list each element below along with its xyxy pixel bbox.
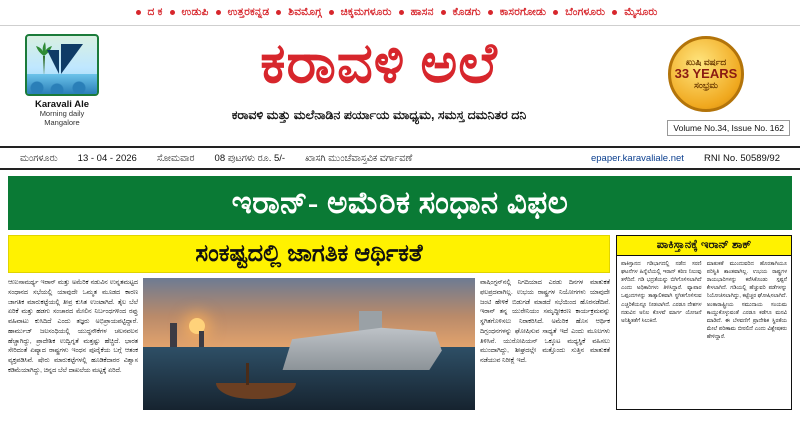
issue-weekday: ಸೋಮವಾರ bbox=[156, 152, 195, 164]
story-text-column-2: ವಾಷಿಂಗ್ಟನ್‌ನಲ್ಲಿ ನಿಗದಿಯಾದ ಎರಡು ದಿನಗಳ ಮಾತುಕತೆ ಫಲಪ್ರದವಾಗಿಲ್ಲ. ಉಭಯ ರಾಷ್ಟ್ರಗಳ ನಿಯೋಗಗಳು ಯಾವುದೇ ಜಂಟಿ ಹೇಳಿಕೆ ಬಿಡುಗಡೆ ಮಾಡದೆ ಸಭೆಯಿಂದ ಹೊರನಡೆದಿವೆ. ಇರಾನ್ ತನ್ನ ಯುರೇನಿಯಂ ಸಮೃದ್ಧೀಕರಣ ಕಾರ್ಯಕ್ರಮವನ್ನು ಸ್ಥಗಿತಗೊಳಿಸಲು ನಿರಾಕರಿಸಿದೆ. ಅಮೆರಿಕ ಹೊಸ ಆರ್ಥಿಕ ದಿಗ್ಬಂಧನಗಳನ್ನು ಘೋಷಿಸುವ ಸಾಧ್ಯತೆ ಇದೆ ಎಂದು ಮೂಲಗಳು ತಿಳಿಸಿವೆ. ಯುರೋಪಿಯನ್ ಒಕ್ಕೂಟ ಮಧ್ಯಸ್ಥಿಕೆ ವಹಿಸಲು ಮುಂದಾಗಿದ್ದು, ಶೀಘ್ರದಲ್ಲೇ ಮತ್ತೊಂದು ಸುತ್ತಿನ ಮಾತುಕತೆ ನಡೆಯುವ ನಿರೀಕ್ಷೆ ಇದೆ. bbox=[480, 279, 610, 364]
badge-block bbox=[642, 30, 792, 140]
title-block bbox=[116, 30, 642, 123]
logo-block bbox=[8, 30, 116, 127]
karavali-ale-logo-icon bbox=[25, 34, 99, 96]
edition-place: ಮಂಗಳೂರು bbox=[20, 152, 58, 164]
epaper-website-link[interactable]: epaper.karavaliale.net bbox=[590, 152, 684, 164]
waves-icon bbox=[27, 74, 97, 94]
city-link-8[interactable]: ಕಾಸರಗೋಡು bbox=[499, 6, 547, 18]
anniversary-years-label: 33 YEARS bbox=[674, 65, 738, 81]
city-link-4[interactable]: ಶಿವಮೊಗ್ಗ bbox=[288, 6, 322, 18]
sidebar-story-title: ಪಾಕಿಸ್ತಾನಕ್ಕೆ ಇರಾನ್ ಶಾಕ್ bbox=[617, 236, 791, 256]
sidebar-story bbox=[616, 235, 792, 410]
sidebar-text-column-2: ಮಾತುಕತೆ ಮುಂದುವರಿದ ಹೊರತಾಗಿಯೂ ಪರಿಸ್ಥಿತಿ ಶಾಂತವಾಗಿಲ್ಲ. ಉಭಯ ರಾಷ್ಟ್ರಗಳ ರಾಯಭಾರಿಗಳನ್ನು ಕರೆಸಿಕೊಂಡು ಸ್ಪಷ್ಟನೆ ಕೇಳಲಾಗಿದೆ. ಗಡಿಯಲ್ಲಿ ಹೆಚ್ಚುವರಿ ಪಡೆಗಳನ್ನು ನಿಯೋಜಿಸಲಾಗಿದ್ದು, ಕಟ್ಟೆಚ್ಚರ ಘೋಷಿಸಲಾಗಿದೆ. ಅಂತಾರಾಷ್ಟ್ರೀಯ ಸಮುದಾಯ ಸಂಯಮ ಕಾಯ್ದುಕೊಳ್ಳುವಂತೆ ಎರಡೂ ಕಡೆಗೂ ಮನವಿ ಮಾಡಿದೆ. ಈ ಬೆಳವಣಿಗೆ ಪ್ರಾದೇಶಿಕ ಸ್ಥಿರತೆಯ ಮೇಲೆ ಪರಿಣಾಮ ಬೀರಲಿದೆ ಎಂದು ವಿಶ್ಲೇಷಕರು ಹೇಳಿದ್ದಾರೆ. bbox=[706, 261, 787, 340]
main-headline: ಇರಾನ್- ಅಮೆರಿಕ ಸಂಧಾನ ವಿಫಲ bbox=[231, 184, 569, 220]
postal-registration: ಖಾಸಗಿ ಮುಂಚೆವಾಸ್ತವಿಕ ವರ್ಗಾವಣೆ bbox=[305, 152, 413, 164]
sail-secondary-icon bbox=[47, 50, 59, 74]
sail-icon bbox=[61, 44, 83, 74]
issue-info-bar bbox=[0, 146, 800, 170]
anniversary-bottom-label: ಸಂಭ್ರಮ bbox=[694, 80, 718, 91]
city-link-10[interactable]: ಮೈಸೂರು bbox=[624, 6, 658, 18]
volume-issue-label: Volume No.34, Issue No. 162 bbox=[667, 120, 790, 136]
issue-date: 13 - 04 - 2026 bbox=[77, 152, 137, 164]
city-link-2[interactable]: ಉಡುಪಿ bbox=[181, 6, 209, 18]
city-edition-strip bbox=[0, 0, 800, 26]
logo-name: Karavali Ale bbox=[34, 99, 90, 110]
logo-subtitle-1: Morning daily bbox=[39, 109, 85, 118]
lead-story-photo bbox=[143, 278, 475, 410]
sidebar-story-body bbox=[617, 256, 791, 409]
city-link-3[interactable]: ಉತ್ತರಕನ್ನಡ bbox=[227, 6, 270, 18]
masthead-tagline: ಕರಾವಳಿ ಮತ್ತು ಮಲೆನಾಡಿನ ಪರ್ಯಾಯ ಮಾಧ್ಯಮ, ಸಮಸ್ತ ದಮನಿತರ ದನಿ bbox=[231, 108, 527, 122]
lead-story-body bbox=[8, 278, 610, 410]
logo-subtitle-2: Mangalore bbox=[44, 117, 80, 127]
city-link-1[interactable]: ದ ಕ bbox=[147, 6, 163, 18]
city-link-9[interactable]: ಬೆಂಗಳೂರು bbox=[565, 6, 606, 18]
story-text-column-1: ಆಣುಸಾಮರ್ಥ್ಯ ಇರಾನ್ ಮತ್ತು ಅಮೆರಿಕ ನಡುವಿನ ಉನ್ನತಮಟ್ಟದ ಸಂಧಾನದ ಸಭೆಯಲ್ಲಿ ಯಾವುದೇ ಒಮ್ಮತ ಮೂಡದ ಕಾರಣ ಜಾಗತಿಕ ಮಾರುಕಟ್ಟೆಯಲ್ಲಿ ತೀವ್ರ ಕುಸಿತ ಉಂಟಾಗಿದೆ. ತೈಲ ಬೆಲೆ ಏರಿಕೆ ಮತ್ತು ಹಡಗು ಸಂಚಾರದ ಮೇಲಿನ ನಿರ್ಬಂಧಗಳಿಂದ ರಫ್ತು ವಹಿವಾಟು ಕುಸಿದಿದೆ ಎಂದು ತಜ್ಞರು ಅಭಿಪ್ರಾಯಪಟ್ಟಿದ್ದಾರೆ. ಹಾರ್ಮುಜ್ ಜಲಸಂಧಿಯಲ್ಲಿ ಯುದ್ಧನೌಕೆಗಳ ಚಲನವಲನ ಹೆಚ್ಚಾಗಿದ್ದು, ಪ್ರಾದೇಶಿಕ ಉದ್ವಿಗ್ನತೆ ಮತ್ತಷ್ಟು ಹೆಚ್ಚಿದೆ. ಭಾರತ ಸೇರಿದಂತೆ ಏಷ್ಯಾದ ರಾಷ್ಟ್ರಗಳು ಇಂಧನ ಪೂರೈಕೆಯ ಬಗ್ಗೆ ಆತಂಕ ವ್ಯಕ್ತಪಡಿಸಿವೆ. ಷೇರು ಮಾರುಕಟ್ಟೆಗಳಲ್ಲಿ ಹೂಡಿಕೆದಾರರ ವಿಶ್ವಾಸ ಕಡಿಮೆಯಾಗಿದ್ದು, ಚಿನ್ನದ ಬೆಲೆ ದಾಖಲೆಯ ಮಟ್ಟಕ್ಕೆ ಏರಿದೆ. bbox=[8, 279, 138, 374]
lead-story-column bbox=[8, 235, 610, 410]
pages-and-price: 08 ಪುಟಗಳು ರೂ. 5/- bbox=[214, 152, 286, 164]
sidebar-text-column-1: ಪಾಕಿಸ್ತಾನದ ಗಡಿಭಾಗದಲ್ಲಿ ನಡೆದ ಸರಣಿ ಘಟನೆಗಳ ಹಿನ್ನೆಲೆಯಲ್ಲಿ ಇರಾನ್ ಕಠಿಣ ನಿಲುವು ತಳೆದಿದೆ. ಗಡಿ ಭದ್ರತೆಯನ್ನು ಬಿಗಿಗೊಳಿಸಲಾಗಿದೆ ಎಂದು ಅಧಿಕಾರಿಗಳು ತಿಳಿಸಿದ್ದಾರೆ. ವ್ಯಾಪಾರ ಒಪ್ಪಂದಗಳನ್ನು ತಾತ್ಕಾಲಿಕವಾಗಿ ಸ್ಥಗಿತಗೊಳಿಸುವ ಎಚ್ಚರಿಕೆಯನ್ನೂ ನೀಡಲಾಗಿದೆ. ಎರಡೂ ದೇಶಗಳ ನಡುವಿನ ಅನಿಲ ಕೊಳವೆ ಮಾರ್ಗ ಯೋಜನೆ ಅನಿಶ್ಚಿತತೆಗೆ ಸಿಲುಕಿದೆ. bbox=[621, 261, 702, 324]
page-title: ಕರಾವಳಿ ಅಲೆ bbox=[260, 33, 498, 95]
city-link-7[interactable]: ಕೊಡಗು bbox=[452, 6, 481, 18]
sub-headline: ಸಂಕಷ್ಟದಲ್ಲಿ ಜಾಗತಿಕ ಆರ್ಥಿಕತೆ bbox=[195, 240, 423, 267]
sub-headline-banner bbox=[8, 235, 610, 273]
main-headline-banner bbox=[8, 176, 792, 230]
city-link-5[interactable]: ಚಿಕ್ಕಮಗಳೂರು bbox=[340, 6, 392, 18]
content-area bbox=[8, 235, 792, 410]
city-link-6[interactable]: ಹಾಸನ bbox=[410, 6, 434, 18]
anniversary-badge bbox=[668, 36, 744, 112]
masthead bbox=[0, 26, 800, 146]
rni-number: RNI No. 50589/92 bbox=[703, 152, 780, 164]
anniversary-top-label: ಖುಷಿ ವರ್ಷದ bbox=[685, 56, 727, 67]
